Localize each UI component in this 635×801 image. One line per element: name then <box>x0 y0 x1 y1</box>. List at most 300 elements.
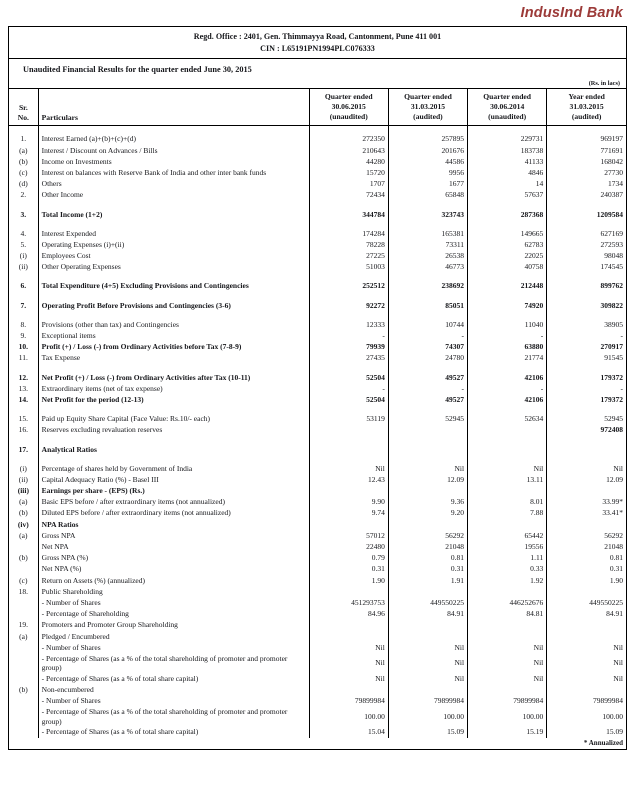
row-value-col-1: 210643 <box>309 145 388 156</box>
row-value-col-4: 972408 <box>547 424 626 435</box>
table-spacer-row <box>9 220 626 228</box>
table-row <box>9 156 626 167</box>
row-serial-number: (i) <box>9 250 38 261</box>
row-value-col-3: 15.19 <box>468 727 547 738</box>
row-value-col-2: 9956 <box>388 167 467 178</box>
row-value-col-2 <box>388 485 467 496</box>
row-value-col-2: 85051 <box>388 300 467 311</box>
row-value-col-3: 62783 <box>468 239 547 250</box>
row-serial-number <box>9 541 38 552</box>
row-value-col-1 <box>309 684 388 695</box>
row-value-col-4 <box>547 444 626 455</box>
row-value-col-3: 42106 <box>468 372 547 383</box>
table-row <box>9 189 626 200</box>
row-value-col-3: 63880 <box>468 341 547 352</box>
row-serial-number: 11. <box>9 353 38 364</box>
row-serial-number: (c) <box>9 575 38 586</box>
row-particulars: NPA Ratios <box>38 519 309 530</box>
table-body <box>9 126 626 749</box>
table-row <box>9 330 626 341</box>
row-serial-number: (b) <box>9 156 38 167</box>
row-value-col-2 <box>388 684 467 695</box>
table-spacer-row <box>9 311 626 319</box>
row-value-col-3 <box>468 619 547 630</box>
row-value-col-1: 92272 <box>309 300 388 311</box>
row-value-col-4 <box>547 631 626 642</box>
table-footnote-row <box>9 738 626 749</box>
row-value-col-2: 56292 <box>388 530 467 541</box>
table-row <box>9 586 626 597</box>
table-row <box>9 134 626 145</box>
registered-office-band <box>9 27 626 59</box>
brand-header <box>0 0 635 26</box>
row-value-col-2: 9.36 <box>388 496 467 507</box>
row-value-col-4: 98048 <box>547 250 626 261</box>
row-value-col-3: 74920 <box>468 300 547 311</box>
row-value-col-2 <box>388 586 467 597</box>
row-serial-number: 9. <box>9 330 38 341</box>
row-value-col-3: 57637 <box>468 189 547 200</box>
row-serial-number <box>9 642 38 653</box>
row-value-col-4: Nil <box>547 642 626 653</box>
row-particulars: Provisions (other than tax) and Contingencies <box>38 319 309 330</box>
row-serial-number: 7. <box>9 300 38 311</box>
table-row <box>9 145 626 156</box>
row-value-col-2: 10744 <box>388 319 467 330</box>
row-serial-number: (a) <box>9 631 38 642</box>
row-value-col-3: Nil <box>468 673 547 684</box>
row-particulars: Public Shareholding <box>38 586 309 597</box>
row-serial-number: 12. <box>9 372 38 383</box>
row-particulars: Interest Earned (a)+(b)+(c)+(d) <box>38 134 309 145</box>
row-value-col-2: 74307 <box>388 341 467 352</box>
row-value-col-3 <box>468 684 547 695</box>
units-note: (Rs. in lacs) <box>588 80 620 87</box>
row-value-col-2: Nil <box>388 642 467 653</box>
row-value-col-3 <box>468 444 547 455</box>
row-value-col-2: 12.09 <box>388 474 467 485</box>
table-row <box>9 642 626 653</box>
row-value-col-2: 238692 <box>388 281 467 292</box>
row-value-col-1: 12333 <box>309 319 388 330</box>
row-serial-number: 18. <box>9 586 38 597</box>
row-value-col-2: 65848 <box>388 189 467 200</box>
row-value-col-3: 1.11 <box>468 552 547 563</box>
row-serial-number: (ii) <box>9 261 38 272</box>
row-value-col-1: 22480 <box>309 541 388 552</box>
row-value-col-2: 165381 <box>388 228 467 239</box>
row-value-col-3: 8.01 <box>468 496 547 507</box>
column-header-particulars: Particulars <box>38 89 309 126</box>
row-value-col-1: Nil <box>309 673 388 684</box>
row-value-col-4: 270917 <box>547 341 626 352</box>
row-value-col-3 <box>468 631 547 642</box>
row-value-col-1 <box>309 586 388 597</box>
row-value-col-3: - <box>468 383 547 394</box>
table-row <box>9 684 626 695</box>
row-value-col-4: 84.91 <box>547 608 626 619</box>
row-value-col-1: Nil <box>309 642 388 653</box>
table-row <box>9 444 626 455</box>
row-value-col-2: 0.81 <box>388 552 467 563</box>
row-value-col-3: 11040 <box>468 319 547 330</box>
table-row <box>9 619 626 630</box>
row-serial-number: (ii) <box>9 474 38 485</box>
row-value-col-3: 22025 <box>468 250 547 261</box>
row-value-col-2: 1677 <box>388 178 467 189</box>
row-particulars: Reserves excluding revaluation reserves <box>38 424 309 435</box>
row-serial-number: 2. <box>9 189 38 200</box>
row-value-col-4: 15.09 <box>547 727 626 738</box>
row-value-col-1: - <box>309 330 388 341</box>
row-value-col-4: 56292 <box>547 530 626 541</box>
row-value-col-1: 12.43 <box>309 474 388 485</box>
row-value-col-1: 0.79 <box>309 552 388 563</box>
table-row <box>9 319 626 330</box>
table-spacer-row <box>9 126 626 134</box>
row-value-col-4: - <box>547 383 626 394</box>
table-spacer-row <box>9 436 626 444</box>
row-value-col-1: 344784 <box>309 209 388 220</box>
row-serial-number <box>9 564 38 575</box>
row-value-col-4: - <box>547 330 626 341</box>
row-value-col-1 <box>309 519 388 530</box>
row-value-col-1: 174284 <box>309 228 388 239</box>
row-particulars: Total Income (1+2) <box>38 209 309 220</box>
row-value-col-1: 1.90 <box>309 575 388 586</box>
row-value-col-3: 7.88 <box>468 508 547 519</box>
row-value-col-3: 52634 <box>468 413 547 424</box>
table-row <box>9 707 626 727</box>
row-value-col-3: 287368 <box>468 209 547 220</box>
row-value-col-1 <box>309 631 388 642</box>
row-value-col-2 <box>388 619 467 630</box>
table-row <box>9 631 626 642</box>
row-value-col-1: 72434 <box>309 189 388 200</box>
row-serial-number: (d) <box>9 178 38 189</box>
row-value-col-2: Nil <box>388 653 467 673</box>
row-value-col-4: 33.99* <box>547 496 626 507</box>
row-value-col-1: 27435 <box>309 353 388 364</box>
row-value-col-4: 240387 <box>547 189 626 200</box>
row-value-col-1 <box>309 424 388 435</box>
table-row <box>9 261 626 272</box>
row-value-col-2: 21048 <box>388 541 467 552</box>
table-row <box>9 597 626 608</box>
row-value-col-4 <box>547 519 626 530</box>
row-value-col-2: 49527 <box>388 394 467 405</box>
table-row <box>9 485 626 496</box>
row-value-col-1: 52504 <box>309 372 388 383</box>
row-value-col-3: 14 <box>468 178 547 189</box>
row-particulars: - Percentage of Shares (as a % of total share capital) <box>38 673 309 684</box>
row-value-col-1: 9.74 <box>309 508 388 519</box>
row-value-col-1: 272350 <box>309 134 388 145</box>
table-row <box>9 519 626 530</box>
row-value-col-1: 1707 <box>309 178 388 189</box>
column-header-q1-fy16: Quarter ended 30.06.2015 (unaudited) <box>309 89 388 126</box>
row-value-col-4: 627169 <box>547 228 626 239</box>
row-serial-number <box>9 653 38 673</box>
table-row <box>9 167 626 178</box>
row-particulars: Operating Profit Before Provisions and Contingencies (3-6) <box>38 300 309 311</box>
row-value-col-3 <box>468 424 547 435</box>
row-particulars: Basic EPS before / after extraordinary items (not annualized) <box>38 496 309 507</box>
row-value-col-1: 52504 <box>309 394 388 405</box>
row-value-col-2: 0.31 <box>388 564 467 575</box>
row-value-col-3: 41133 <box>468 156 547 167</box>
table-row <box>9 608 626 619</box>
row-value-col-1: 27225 <box>309 250 388 261</box>
row-particulars: Interest / Discount on Advances / Bills <box>38 145 309 156</box>
row-particulars: Employees Cost <box>38 250 309 261</box>
row-value-col-1: 51003 <box>309 261 388 272</box>
table-spacer-row <box>9 455 626 463</box>
row-particulars: Diluted EPS before / after extraordinary items (not annualized) <box>38 508 309 519</box>
row-value-col-4 <box>547 684 626 695</box>
row-value-col-4: 91545 <box>547 353 626 364</box>
row-serial-number: (a) <box>9 496 38 507</box>
row-value-col-4: 272593 <box>547 239 626 250</box>
row-particulars: - Number of Shares <box>38 695 309 706</box>
table-row <box>9 508 626 519</box>
row-value-col-2: 79899984 <box>388 695 467 706</box>
row-value-col-3: Nil <box>468 642 547 653</box>
row-value-col-3: 212448 <box>468 281 547 292</box>
row-value-col-3: 13.11 <box>468 474 547 485</box>
table-row <box>9 228 626 239</box>
table-row <box>9 653 626 673</box>
row-value-col-3: 229731 <box>468 134 547 145</box>
row-value-col-1: 0.31 <box>309 564 388 575</box>
row-value-col-1: 57012 <box>309 530 388 541</box>
row-value-col-3: 40758 <box>468 261 547 272</box>
row-serial-number: (b) <box>9 684 38 695</box>
row-particulars: Non-encumbered <box>38 684 309 695</box>
row-particulars: Interest Expended <box>38 228 309 239</box>
row-serial-number <box>9 727 38 738</box>
table-row <box>9 541 626 552</box>
row-particulars: Net NPA (%) <box>38 564 309 575</box>
row-particulars: Tax Expense <box>38 353 309 364</box>
row-serial-number <box>9 707 38 727</box>
row-value-col-3: 100.00 <box>468 707 547 727</box>
row-particulars: Extraordinary items (net of tax expense) <box>38 383 309 394</box>
column-header-q1-fy15: Quarter ended 30.06.2014 (unaudited) <box>468 89 547 126</box>
row-value-col-3: 84.81 <box>468 608 547 619</box>
row-serial-number: (b) <box>9 552 38 563</box>
row-particulars: Analytical Ratios <box>38 444 309 455</box>
row-value-col-2: Nil <box>388 463 467 474</box>
row-serial-number: 14. <box>9 394 38 405</box>
row-serial-number: (b) <box>9 508 38 519</box>
row-value-col-4: 0.31 <box>547 564 626 575</box>
table-row <box>9 552 626 563</box>
row-value-col-4: 899762 <box>547 281 626 292</box>
table-spacer-row <box>9 201 626 209</box>
row-value-col-3: 4846 <box>468 167 547 178</box>
registered-office-address: Regd. Office : 2401, Gen. Thimmayya Road, Cantonment, Pune 411 001 <box>193 32 442 41</box>
row-particulars: - Percentage of Shareholding <box>38 608 309 619</box>
table-row <box>9 695 626 706</box>
row-value-col-2: 9.20 <box>388 508 467 519</box>
row-value-col-1: Nil <box>309 463 388 474</box>
row-particulars: Income on Investments <box>38 156 309 167</box>
financial-results-table <box>9 89 626 749</box>
table-row <box>9 353 626 364</box>
indusind-bank-logo: IndusInd Bank <box>520 5 623 21</box>
row-serial-number: 4. <box>9 228 38 239</box>
row-value-col-4: 38905 <box>547 319 626 330</box>
row-particulars: Exceptional items <box>38 330 309 341</box>
row-particulars: Others <box>38 178 309 189</box>
row-value-col-4 <box>547 619 626 630</box>
table-row <box>9 250 626 261</box>
row-particulars: Operating Expenses (i)+(ii) <box>38 239 309 250</box>
row-serial-number: 1. <box>9 134 38 145</box>
row-value-col-4: 12.09 <box>547 474 626 485</box>
row-value-col-1: 44280 <box>309 156 388 167</box>
row-particulars: - Number of Shares <box>38 597 309 608</box>
row-value-col-1: 79899984 <box>309 695 388 706</box>
column-header-year-fy15: Year ended 31.03.2015 (audited) <box>547 89 626 126</box>
row-value-col-2: 24780 <box>388 353 467 364</box>
row-particulars: Other Income <box>38 189 309 200</box>
row-value-col-4: 100.00 <box>547 707 626 727</box>
row-value-col-4: 969197 <box>547 134 626 145</box>
row-value-col-4: 174545 <box>547 261 626 272</box>
row-value-col-2 <box>388 424 467 435</box>
row-particulars: Net Profit for the period (12-13) <box>38 394 309 405</box>
row-particulars: - Percentage of Shares (as a % of the total shareholding of promoter and promoter group) <box>38 707 309 727</box>
row-value-col-4 <box>547 586 626 597</box>
row-value-col-4 <box>547 485 626 496</box>
row-particulars: Capital Adequacy Ratio (%) - Basel III <box>38 474 309 485</box>
row-value-col-4: 52945 <box>547 413 626 424</box>
row-particulars: Net Profit (+) / Loss (-) from Ordinary Activities after Tax (10-11) <box>38 372 309 383</box>
row-value-col-3: 21774 <box>468 353 547 364</box>
row-value-col-2: 26538 <box>388 250 467 261</box>
table-row <box>9 496 626 507</box>
row-particulars: Pledged / Encumbered <box>38 631 309 642</box>
row-value-col-4: 79899984 <box>547 695 626 706</box>
row-value-col-2: 84.91 <box>388 608 467 619</box>
row-serial-number: 10. <box>9 341 38 352</box>
row-value-col-4: 1.90 <box>547 575 626 586</box>
row-value-col-3: 19556 <box>468 541 547 552</box>
row-value-col-3: Nil <box>468 653 547 673</box>
row-value-col-2: 201676 <box>388 145 467 156</box>
row-value-col-1: 78228 <box>309 239 388 250</box>
row-value-col-2: 52945 <box>388 413 467 424</box>
row-particulars: - Number of Shares <box>38 642 309 653</box>
row-value-col-2: 46773 <box>388 261 467 272</box>
row-particulars: Promoters and Promoter Group Shareholding <box>38 619 309 630</box>
row-value-col-2: 44586 <box>388 156 467 167</box>
row-value-col-4: Nil <box>547 463 626 474</box>
row-value-col-2: - <box>388 330 467 341</box>
row-value-col-1: Nil <box>309 653 388 673</box>
row-value-col-3: 0.33 <box>468 564 547 575</box>
row-serial-number: (iv) <box>9 519 38 530</box>
row-serial-number: 16. <box>9 424 38 435</box>
annualized-footnote: * Annualized <box>583 738 623 747</box>
row-value-col-2: - <box>388 383 467 394</box>
table-row <box>9 239 626 250</box>
row-value-col-2 <box>388 631 467 642</box>
row-serial-number: 8. <box>9 319 38 330</box>
row-particulars: Net NPA <box>38 541 309 552</box>
row-value-col-1 <box>309 444 388 455</box>
row-particulars: Gross NPA <box>38 530 309 541</box>
row-serial-number: 13. <box>9 383 38 394</box>
row-value-col-3: - <box>468 330 547 341</box>
row-value-col-1: 9.90 <box>309 496 388 507</box>
row-value-col-4: Nil <box>547 673 626 684</box>
table-row <box>9 300 626 311</box>
row-value-col-4: 0.81 <box>547 552 626 563</box>
table-row <box>9 474 626 485</box>
table-row <box>9 383 626 394</box>
row-particulars: - Percentage of Shares (as a % of the total shareholding of promoter and promoter group) <box>38 653 309 673</box>
row-value-col-3 <box>468 586 547 597</box>
row-value-col-4: 179372 <box>547 394 626 405</box>
column-header-q4-fy15: Quarter ended 31.03.2015 (audited) <box>388 89 467 126</box>
row-value-col-2: 15.09 <box>388 727 467 738</box>
table-row <box>9 530 626 541</box>
table-row <box>9 178 626 189</box>
row-value-col-3: 65442 <box>468 530 547 541</box>
row-particulars: Return on Assets (%) (annualized) <box>38 575 309 586</box>
table-row <box>9 413 626 424</box>
row-serial-number: 5. <box>9 239 38 250</box>
page-title: Unaudited Financial Results for the quarter ended June 30, 2015 <box>23 65 252 74</box>
row-value-col-1 <box>309 619 388 630</box>
row-serial-number: 19. <box>9 619 38 630</box>
row-serial-number: 3. <box>9 209 38 220</box>
row-value-col-4: 1734 <box>547 178 626 189</box>
table-row <box>9 372 626 383</box>
row-value-col-1: 15720 <box>309 167 388 178</box>
row-value-col-1: 53119 <box>309 413 388 424</box>
row-value-col-4: 771691 <box>547 145 626 156</box>
table-header-row <box>9 89 626 126</box>
row-value-col-3 <box>468 519 547 530</box>
row-serial-number: 15. <box>9 413 38 424</box>
row-serial-number <box>9 597 38 608</box>
row-serial-number: (i) <box>9 463 38 474</box>
row-value-col-1: 79939 <box>309 341 388 352</box>
table-row <box>9 575 626 586</box>
row-particulars: Other Operating Expenses <box>38 261 309 272</box>
table-spacer-row <box>9 273 626 281</box>
row-value-col-1: - <box>309 383 388 394</box>
table-row <box>9 727 626 738</box>
row-value-col-4: 33.41* <box>547 508 626 519</box>
row-particulars: Paid up Equity Share Capital (Face Value: Rs.10/- each) <box>38 413 309 424</box>
row-value-col-3: 1.92 <box>468 575 547 586</box>
row-value-col-2: 257895 <box>388 134 467 145</box>
row-serial-number: (c) <box>9 167 38 178</box>
table-row <box>9 341 626 352</box>
row-serial-number: 6. <box>9 281 38 292</box>
row-value-col-4: Nil <box>547 653 626 673</box>
row-value-col-3: 149665 <box>468 228 547 239</box>
row-value-col-3: Nil <box>468 463 547 474</box>
document-title-band <box>9 59 626 89</box>
row-particulars: Interest on balances with Reserve Bank of India and other inter bank funds <box>38 167 309 178</box>
row-value-col-2: 323743 <box>388 209 467 220</box>
